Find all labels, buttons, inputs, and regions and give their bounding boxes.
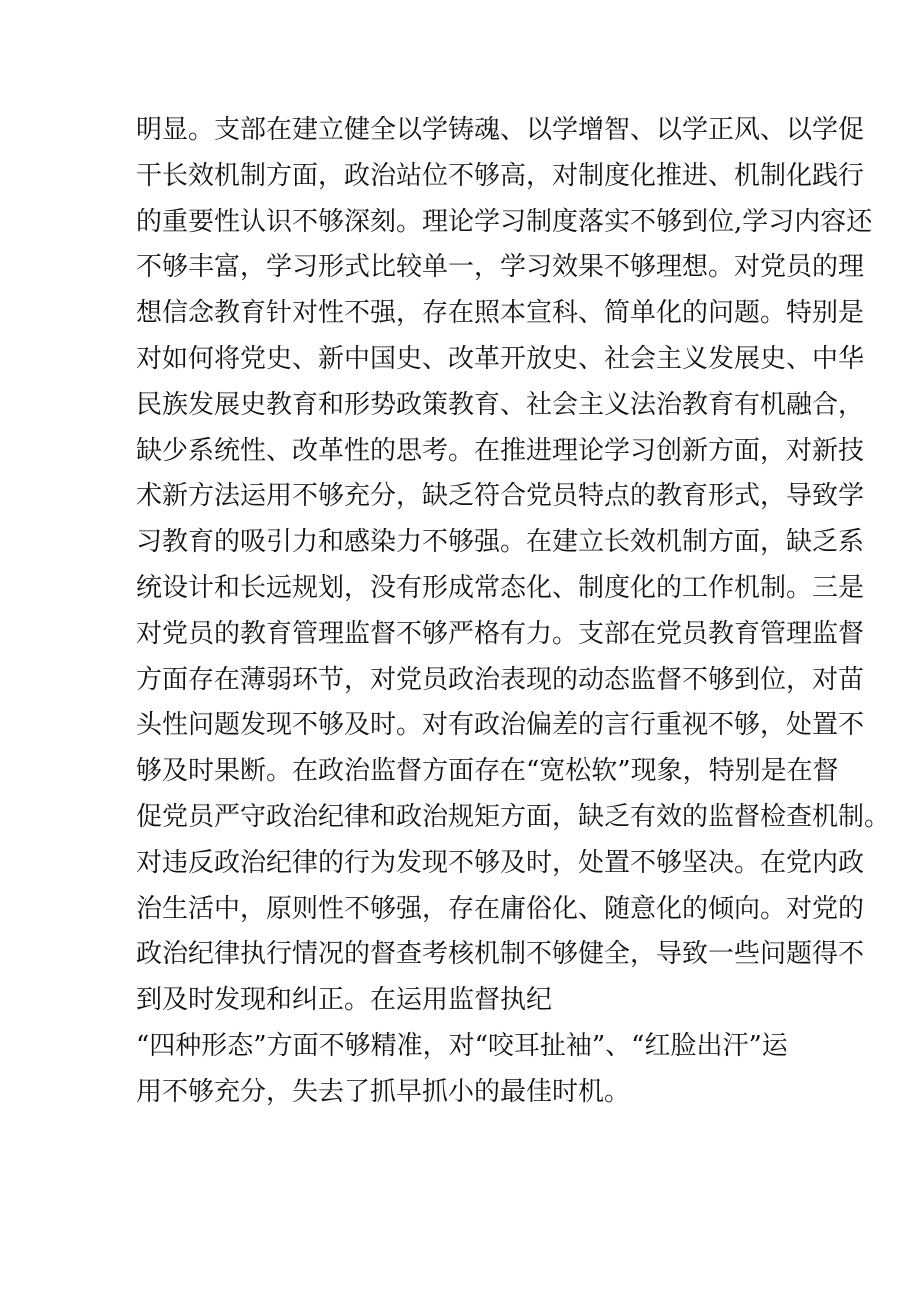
text-line: 头性问题发现不够及时。对有政治偏差的言行重视不够，处置不 — [136, 710, 865, 741]
text-line: 明显。支部在建立健全以学铸魂、以学增智、以学正风、以学促 — [136, 115, 865, 145]
text-line: 用不够充分，失去了抓早抓小的最佳时机。 — [136, 1076, 631, 1107]
text-line: 治生活中，原则性不够强，存在庸俗化、随意化的倾向。对党的 — [136, 893, 865, 924]
text-line: 对违反政治纪律的行为发现不够及时，处置不够坚决。在党内政 — [136, 847, 865, 878]
text-line: 统设计和长远规划，没有形成常态化、制度化的工作机制。三是 — [136, 572, 865, 603]
text-line: 政治纪律执行情况的督查考核机制不够健全，导致一些问题得不 — [136, 939, 865, 970]
text-line: 对如何将党史、新中国史、改革开放史、社会主义发展史、中华 — [136, 343, 865, 374]
text-line: 不够丰富，学习形式比较单一，学习效果不够理想。对党员的理 — [136, 252, 865, 283]
body-text — [136, 108, 891, 1116]
text-line: 对党员的教育管理监督不够严格有力。支部在党员教育管理监督 — [136, 618, 865, 649]
text-line: 想信念教育针对性不强，存在照本宣科、简单化的问题。特别是 — [136, 298, 865, 329]
text-line: “四种形态”方面不够精准，对“咬耳扯袖”、“红脸出汗”运 — [136, 1030, 788, 1061]
text-line: 习教育的吸引力和感染力不够强。在建立长效机制方面，缺乏系 — [136, 527, 865, 558]
text-line: 方面存在薄弱环节，对党员政治表现的动态监督不够到位，对苗 — [136, 664, 865, 695]
text-line: 民族发展史教育和形势政策教育、社会主义法治教育有机融合， — [136, 389, 865, 420]
text-line: 到及时发现和纠正。在运用监督执纪 — [136, 985, 553, 1016]
text-line: 术新方法运用不够充分，缺乏符合党员特点的教育形式，导致学 — [136, 481, 865, 512]
text-line: 干长效机制方面，政治站位不够高，对制度化推进、机制化践行 — [136, 160, 865, 191]
text-line: 缺少系统性、改革性的思考。在推进理论学习创新方面，对新技 — [136, 435, 865, 466]
text-line: 够及时果断。在政治监督方面存在“宽松软”现象，特别是在督 — [136, 756, 839, 787]
text-line: 的重要性认识不够深刻。理论学习制度落实不够到位,学习内容还 — [136, 206, 873, 237]
text-line: 促党员严守政治纪律和政治规矩方面，缺乏有效的监督检查机制。 — [136, 801, 891, 832]
